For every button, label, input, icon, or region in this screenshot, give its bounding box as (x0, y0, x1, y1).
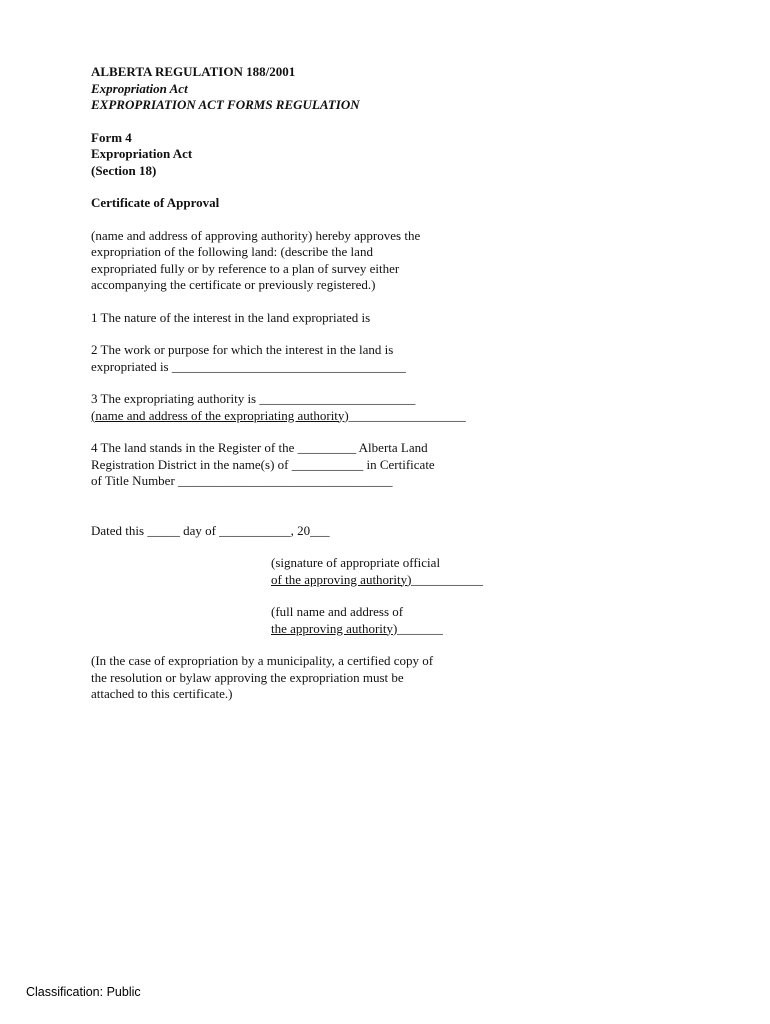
item-2-line: expropriated is ____________________________________ (91, 358, 406, 374)
dated-line: Dated this _____ day of ___________, 20___ (91, 522, 330, 538)
item-2 (91, 342, 531, 375)
signature-blank: ___________ (411, 571, 483, 587)
item-3-authority-line (91, 408, 531, 425)
note-line: the resolution or bylaw approving the expropriation must be (91, 669, 404, 685)
signature-block (271, 555, 531, 588)
signature-underlined-line (271, 572, 531, 589)
full-name-blank: _______ (397, 620, 443, 636)
item-4-line: of Title Number _________________________________ (91, 473, 393, 488)
regulation-title: ALBERTA REGULATION 188/2001 (91, 64, 296, 79)
full-name-label: the approving authority) (271, 620, 398, 636)
item-3-blank: __________________ (348, 407, 466, 423)
intro-paragraph (91, 228, 531, 294)
intro-line: accompanying the certificate or previously registered.) (91, 277, 376, 292)
act-name: Expropriation Act (91, 80, 188, 96)
item-3 (91, 391, 531, 424)
signature-line: (signature of appropriate official (271, 555, 441, 570)
intro-line: expropriation of the following land: (describe the land (91, 244, 373, 259)
item-1: 1 The nature of the interest in the land expropriated is (91, 309, 371, 325)
intro-line: (name and address of approving authority) hereby approves the (91, 227, 421, 243)
form-act: Expropriation Act (91, 146, 193, 161)
full-name-block (271, 604, 531, 637)
note-line: (In the case of expropriation by a municipality, a certified copy of (91, 653, 434, 668)
signature-label: of the approving authority) (271, 571, 412, 587)
form-section: (Section 18) (91, 162, 157, 178)
classification-footer: Classification: Public (26, 985, 141, 999)
municipality-note (91, 653, 531, 703)
item-4-line: Registration District in the name(s) of ___________ in Certificate (91, 456, 435, 472)
full-name-line: (full name and address of (271, 604, 404, 619)
form-content (91, 64, 531, 703)
full-name-underlined-line (271, 621, 531, 638)
item-4-line: 4 The land stands in the Register of the _________ Alberta Land (91, 440, 428, 455)
item-3-line: 3 The expropriating authority is ________________________ (91, 391, 416, 406)
note-line: attached to this certificate.) (91, 686, 233, 701)
item-4 (91, 440, 531, 490)
item-2-line: 2 The work or purpose for which the interest in the land is (91, 342, 394, 357)
intro-line: expropriated fully or by reference to a plan of survey either (91, 260, 400, 276)
item-3-authority-label: (name and address of the expropriating authority) (91, 407, 349, 423)
certificate-title: Certificate of Approval (91, 195, 220, 210)
form-number: Form 4 (91, 129, 132, 145)
forms-regulation-title: EXPROPRIATION ACT FORMS REGULATION (91, 97, 360, 112)
